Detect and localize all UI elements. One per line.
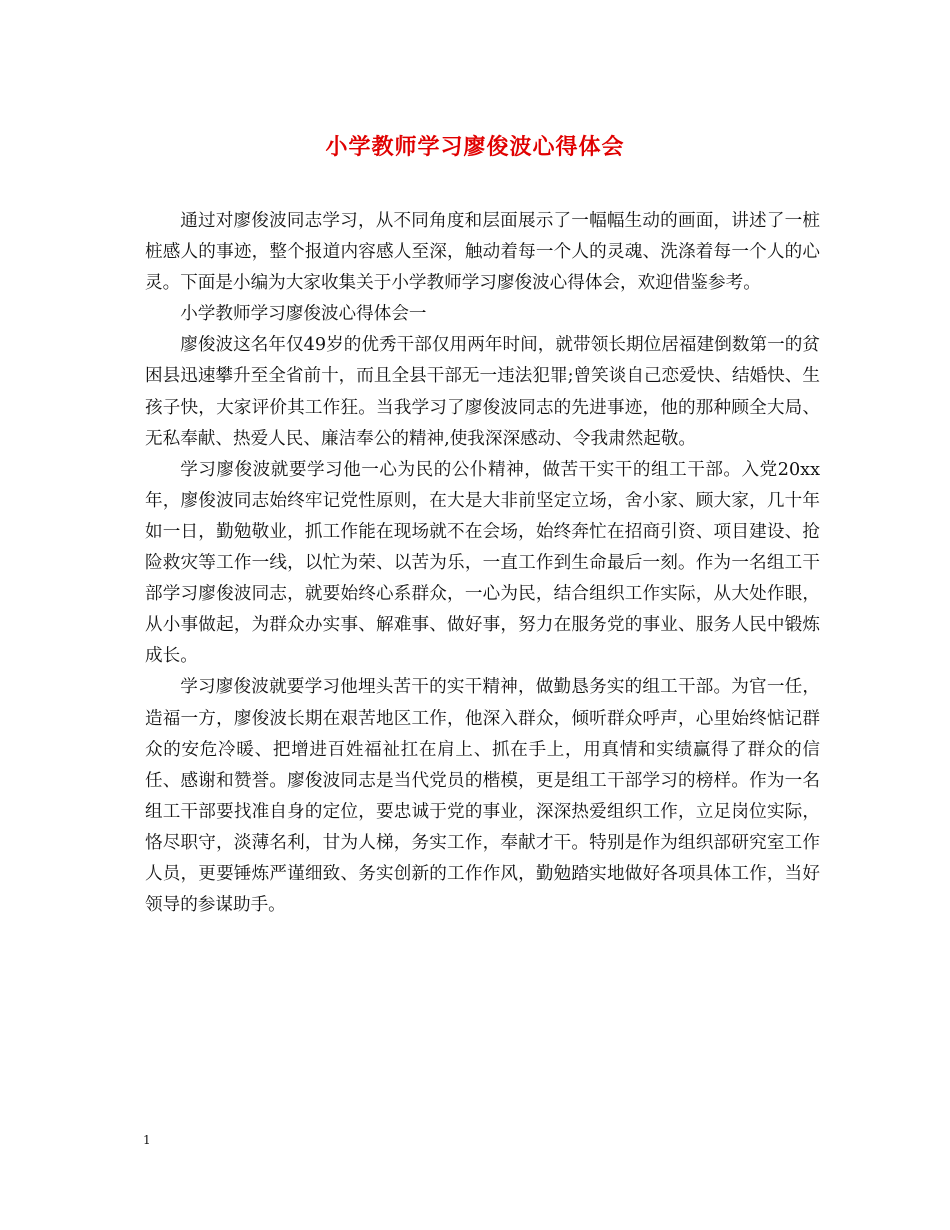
- intro-paragraph: 通过对廖俊波同志学习，从不同角度和层面展示了一幅幅生动的画面，讲述了一桩桩感人的事迹，整个报道内容感人至深，触动着每一个人的灵魂、洗涤着每一个人的心灵。下面是小编为大家收集关于小学教师学习廖俊波心得体会，欢迎借鉴参考。: [145, 211, 820, 294]
- document-body: [145, 206, 820, 921]
- document-title: 小学教师学习廖俊波心得体会: [325, 134, 625, 160]
- body-paragraph: 学习廖俊波就要学习他埋头苦干的实干精神，做勤恳务实的组工干部。为官一任，造福一方，廖俊波长期在艰苦地区工作，他深入群众，倾听群众呼声，心里始终惦记群众的安危冷暖、把增进百姓福祉扛在肩上、抓在手上，用真情和实绩赢得了群众的信任、感谢和赞誉。廖俊波同志是当代党员的楷模，更是组工干部学习的榜样。作为一名组工干部要找准自身的定位，要忠诚于党的事业，深深热爱组织工作，立足岗位实际，恪尽职守，淡薄名利，甘为人梯，务实工作，奉献才干。特别是作为组织部研究室工作人员，更要锤炼严谨细致、务实创新的工作作风，勤勉踏实地做好各项具体工作，当好领导的参谋助手。: [145, 677, 820, 916]
- body-paragraph: 廖俊波这名年仅49岁的优秀干部仅用两年时间，就带领长期位居福建倒数第一的贫困县迅速攀升至全省前十，而且全县干部无一违法犯罪;曾笑谈自己恋爱快、结婚快、生孩子快，大家评价其工作狂。当我学习了廖俊波同志的先进事迹，他的那种顾全大局、无私奉献、热爱人民、廉洁奉公的精神,使我深深感动、令我肃然起敬。: [145, 335, 820, 449]
- section-heading: 小学教师学习廖俊波心得体会一: [180, 304, 427, 325]
- body-paragraph: 学习廖俊波就要学习他一心为民的公仆精神，做苦干实干的组工干部。入党20xx年，廖俊波同志始终牢记党性原则，在大是大非前坚定立场，舍小家、顾大家，几十年如一日，勤勉敬业，抓工作能在现场就不在会场，始终奔忙在招商引资、项目建设、抢险救灾等工作一线，以忙为荣、以苦为乐，一直工作到生命最后一刻。作为一名组工干部学习廖俊波同志，就要始终心系群众，一心为民，结合组织工作实际，从大处作眼，从小事做起，为群众办实事、解难事、做好事，努力在服务党的事业、服务人民中锻炼成长。: [145, 459, 820, 667]
- page-number: 1: [143, 1133, 151, 1147]
